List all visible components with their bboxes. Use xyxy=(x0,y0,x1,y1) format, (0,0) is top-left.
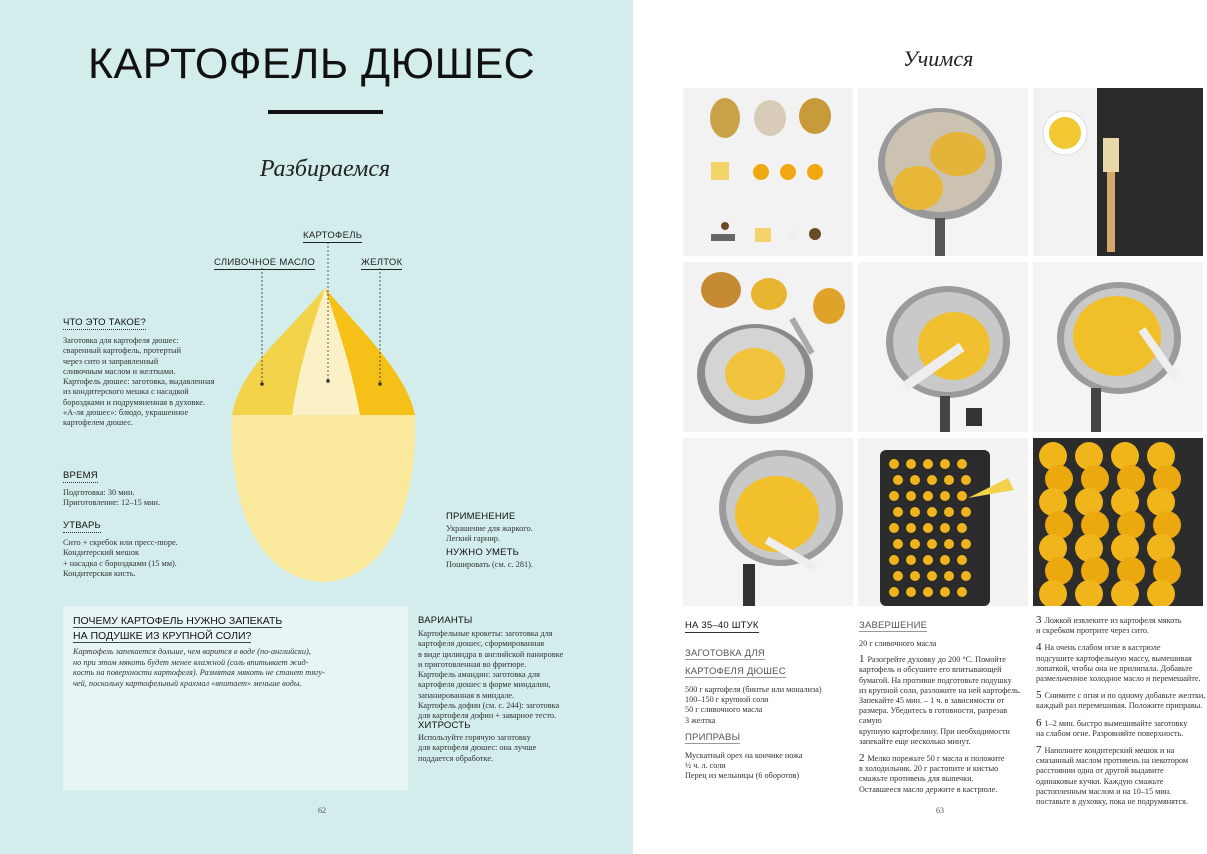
step-photo-sieving xyxy=(683,262,853,432)
ingredient-diagram xyxy=(200,220,460,600)
title-underline xyxy=(268,110,383,114)
diagram-label-butter: СЛИВОЧНОЕ МАСЛО xyxy=(214,257,316,268)
section-subtitle: Разбираемся xyxy=(259,156,391,182)
ingredients-column xyxy=(685,615,850,781)
spices-heading: ПРИПРАВЫ xyxy=(685,731,741,743)
what-is-text: Заготовка для картофеля дюшес: сваренный картофель, протертый через сито и заправленный сливочным маслом и желтками. Картофель дюшес: заготовка, выдавленная из кондитерского мешка с насадкой бороздками и подрумяненная в духовке. «А-ля дюшес»: блюдо, украшенное картофелем дюшес. xyxy=(63,336,215,428)
step-photo-mixing xyxy=(1033,262,1203,432)
step-5: 5 Снимите с огня и по одному добавьте желтки, каждый раз перемешивая. Положите приправы. xyxy=(1036,689,1206,711)
step-photo-butter-brush xyxy=(1033,88,1203,256)
steps-column-1 xyxy=(859,615,1031,801)
time-text: Подготовка: 30 мин. Приготовление: 12–15 мин. xyxy=(63,488,161,508)
step-2: 2 Мелко порежьте 50 г масла и положите в холодильник. 20 г растопите и кистью смажьте противень для выпечки. Оставшееся масло держите в кастрюле. xyxy=(859,752,1005,794)
diagram-label-yolk: ЖЕЛТОК xyxy=(361,257,403,268)
finish-heading: ЗАВЕРШЕНИЕ xyxy=(859,620,928,631)
tools-text: Сито + скребок или пресс-пюре. Кондитерский мешок + насадка с бороздками (15 мм). Кондитерская кисть. xyxy=(63,538,178,578)
variants-block xyxy=(418,615,593,722)
skill-block xyxy=(446,547,596,570)
usage-block xyxy=(446,511,596,545)
step-photo-baking xyxy=(858,88,1028,256)
why-text: Картофель запекается дольше, чем варится в воде (по-английски), но при этом мякоть будет менее влажной (соль впитывает жид- кость на поверхности картофеля). Размятая мякоть не станет тягу- чей, поскольку картофельный крахмал «впитает» меньше воды. xyxy=(73,647,325,688)
what-is-heading: ЧТО ЭТО ТАКОЕ? xyxy=(63,317,147,328)
usage-text: Украшение для жаркого. Легкий гарнир. xyxy=(446,524,533,544)
yield-heading: НА 35–40 ШТУК xyxy=(685,620,759,631)
base-ingredients: 500 г картофеля (бинтье или монализа) 100–150 г крупной соли 50 г сливочного масла 3 желтка xyxy=(685,685,822,725)
diagram-potato-shape xyxy=(232,415,415,582)
tools-block xyxy=(63,515,233,579)
tools-heading: УТВАРЬ xyxy=(63,520,101,531)
trick-text: Используйте горячую заготовку для картофеля дюшес: она лучше поддается обработке. xyxy=(418,733,537,763)
variants-heading: ВАРИАНТЫ xyxy=(418,615,473,626)
steps-column-2 xyxy=(1036,615,1206,813)
step-photo-drying xyxy=(858,262,1028,432)
trick-heading: ХИТРОСТЬ xyxy=(418,720,471,731)
why-heading-line-1: ПОЧЕМУ КАРТОФЕЛЬ НУЖНО ЗАПЕКАТЬ xyxy=(73,615,283,627)
why-heading-line-2: НА ПОДУШКЕ ИЗ КРУПНОЙ СОЛИ? xyxy=(73,630,252,642)
time-heading: ВРЕМЯ xyxy=(63,470,98,481)
diagram-label-potato: КАРТОФЕЛЬ xyxy=(303,230,363,241)
step-4: 4 На очень слабом огне в кастрюле подсушите картофельную массу, вымешивая лопаткой, чтобы она не прилипала. Добавьте размельченное холодное масло и перемешайте. xyxy=(1036,641,1201,684)
trick-block xyxy=(418,720,593,764)
step-3: 3 Ложкой извлеките из картофеля мякоть и скребком протрите через сито. xyxy=(1036,614,1182,636)
time-block xyxy=(63,465,223,509)
variants-text: Картофельные крокеты: заготовка для картофеля дюшес, сформированная в виде цилиндра в английской панировке и приготовленная во фритюре. Картофель амандин: заготовка для картофеля дюшес в форме миндалин, запанированная в миндале. Картофель дофин (см. с. 244): заготовка для картофеля дофин + заварное тесто. xyxy=(418,629,564,721)
finish-ingredient: 20 г сливочного масла xyxy=(859,639,937,648)
step-photo-baked xyxy=(1033,438,1203,606)
right-page xyxy=(633,0,1207,854)
usage-heading: ПРИМЕНЕНИЕ xyxy=(446,511,516,522)
what-is-block xyxy=(63,312,228,429)
page-number-left: 62 xyxy=(318,806,326,815)
page-title: КАРТОФЕЛЬ ДЮШЕС xyxy=(88,40,536,88)
step-photo-ingredients xyxy=(683,88,853,256)
step-photo-piping xyxy=(858,438,1028,606)
base-heading: ЗАГОТОВКА ДЛЯ КАРТОФЕЛЯ ДЮШЕС xyxy=(685,648,786,677)
why-salt-box xyxy=(63,606,408,790)
step-1: 1 Разогрейте духовку до 200 °С. Помойте картофель и обсушите его впитывающей бумагой. На противне подготовьте подушку из крупной соли, разложите на ней картофель. Запекайте 45 мин. – 1 ч. в зависимости от размера. Убедитесь в готовности, разрезав самую крупную картофелину. При необходимости запекайте еще несколько минут. xyxy=(859,653,1021,746)
step-6: 6 1–2 мин. быстро вымешивайте заготовку на слабом огне. Разровняйте поверхность. xyxy=(1036,716,1188,738)
spices-text: Мускатный орех на кончике ножа ½ ч. л. соли Перец из мельницы (6 оборотов) xyxy=(685,750,803,781)
skill-text: Пошировать (см. с. 281). xyxy=(446,560,533,569)
page-number-right: 63 xyxy=(936,806,944,815)
step-photo-smoothing xyxy=(683,438,853,606)
step-7: 7 Наполните кондитерский мешок и на смазанный маслом противень на некотором расстоянии одна от другой выдавите одинаковые кучки. Каждую смажьте растопленным маслом и на 10–15 мин. поставьте в духовку, пока не подрумянятся. xyxy=(1036,744,1189,807)
skill-heading: НУЖНО УМЕТЬ xyxy=(446,547,520,558)
right-page-title: Учимся xyxy=(903,46,974,71)
